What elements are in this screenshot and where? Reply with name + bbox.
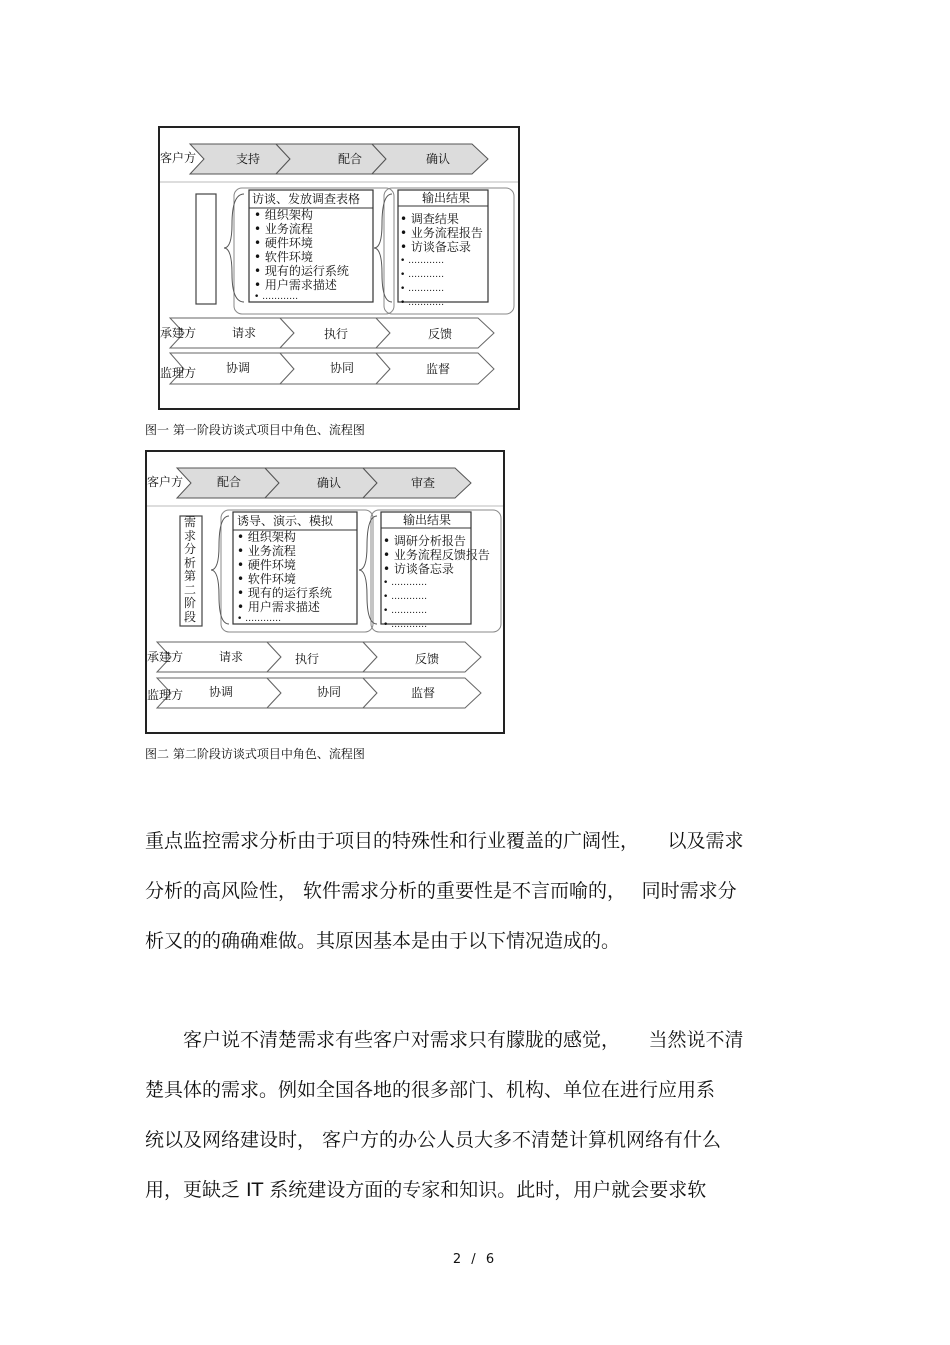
- step-customer-3: 确认: [426, 152, 451, 166]
- method-item: • 组织架构: [254, 208, 313, 222]
- row-label-contractor: 承建方: [147, 650, 184, 664]
- row-label-customer: 客户方: [160, 151, 197, 165]
- method-title: 访谈、发放调查表格: [252, 192, 361, 206]
- row-label-contractor: 承建方: [160, 326, 197, 340]
- output-item: • 访谈备忘录: [383, 562, 454, 576]
- page-number: 2 / 6: [452, 1252, 498, 1267]
- method-item: • 现有的运行系统: [237, 586, 332, 600]
- figure-1-caption: 图一 第一阶段访谈式项目中角色、流程图: [145, 423, 365, 437]
- method-item: • 业务流程: [254, 222, 313, 236]
- figure-1: [158, 126, 520, 410]
- method-item: • 软件环境: [254, 250, 313, 264]
- step-customer-2: 确认: [317, 476, 342, 490]
- paragraph-line: 重点监控需求分析由于项目的特殊性和行业覆盖的广阔性， 以及需求: [145, 830, 744, 852]
- output-item: • 业务流程反馈报告: [383, 548, 490, 562]
- method-item: • 用户需求描述: [254, 278, 337, 292]
- side-box-label: 需求分析第二阶段: [184, 515, 197, 624]
- output-item: • …………: [383, 578, 428, 588]
- output-item: • 业务流程报告: [400, 226, 483, 240]
- output-list: [383, 534, 490, 632]
- step-contractor-2: 执行: [295, 652, 320, 666]
- output-item: • 调研分析报告: [383, 534, 466, 548]
- method-title: 诱导、演示、模拟: [237, 514, 334, 528]
- paragraph-line: 楚具体的需求。例如全国各地的很多部门、机构、单位在进行应用系: [145, 1079, 716, 1101]
- row-label-supervisor: 监理方: [160, 366, 197, 380]
- paragraph-line: 客户说不清楚需求有些客户对需求只有朦胧的感觉， 当然说不清: [145, 1029, 744, 1051]
- paragraph-line: 统以及网络建设时， 客户方的办公人员大多不清楚计算机网络有什么: [145, 1129, 722, 1151]
- paragraph-line: 析又的的确确难做。其原因基本是由于以下情况造成的。: [145, 930, 621, 952]
- method-item: • 硬件环境: [254, 236, 313, 250]
- output-title: 输出结果: [422, 191, 471, 205]
- chevron: [267, 642, 377, 672]
- step-supervisor-1: 协调: [209, 685, 234, 699]
- step-supervisor-2: 协同: [330, 361, 355, 375]
- method-list: [237, 530, 332, 624]
- side-box: [196, 194, 216, 304]
- method-item: • …………: [254, 292, 299, 302]
- method-list: [254, 208, 349, 302]
- row-label-supervisor: 监理方: [147, 688, 184, 702]
- step-supervisor-2: 协同: [317, 685, 342, 699]
- step-supervisor-3: 监督: [411, 686, 436, 700]
- output-item: • 调查结果: [400, 212, 459, 226]
- method-item: • 业务流程: [237, 544, 296, 558]
- step-contractor-1: 请求: [219, 650, 244, 664]
- output-item: • …………: [400, 270, 445, 280]
- method-item: • 组织架构: [237, 530, 296, 544]
- method-item: • …………: [237, 614, 282, 624]
- method-item: • 现有的运行系统: [254, 264, 349, 278]
- step-customer-2: 配合: [338, 152, 363, 166]
- figure-2: [145, 450, 505, 734]
- step-contractor-3: 反馈: [415, 652, 440, 666]
- step-supervisor-3: 监督: [426, 362, 451, 376]
- method-item: • 软件环境: [237, 572, 296, 586]
- output-list: [400, 212, 483, 310]
- figure-2-caption: 图二 第二阶段访谈式项目中角色、流程图: [145, 747, 365, 761]
- method-item: • 硬件环境: [237, 558, 296, 572]
- step-contractor-3: 反馈: [428, 327, 453, 341]
- paragraph-1: [145, 816, 805, 966]
- paragraph-line: 用，更缺乏 IT 系统建设方面的专家和知识。此时，用户就会要求软: [145, 1179, 707, 1201]
- step-contractor-2: 执行: [324, 327, 349, 341]
- step-supervisor-1: 协调: [226, 361, 251, 375]
- output-item: • …………: [383, 606, 428, 616]
- output-item: • 访谈备忘录: [400, 240, 471, 254]
- paragraph-2: [145, 1015, 805, 1215]
- chevron: [276, 144, 386, 174]
- step-contractor-1: 请求: [232, 326, 257, 340]
- step-customer-1: 支持: [236, 152, 261, 166]
- step-customer-1: 配合: [217, 475, 242, 489]
- step-customer-3: 审查: [411, 476, 436, 490]
- output-title: 输出结果: [403, 513, 452, 527]
- output-item: • …………: [400, 256, 445, 266]
- output-item: • …………: [383, 592, 428, 602]
- output-item: • …………: [383, 620, 428, 630]
- row-label-customer: 客户方: [147, 475, 184, 489]
- output-item: • …………: [400, 284, 445, 294]
- method-item: • 用户需求描述: [237, 600, 320, 614]
- paragraph-line: 分析的高风险性， 软件需求分析的重要性是不言而喻的， 同时需求分: [145, 880, 737, 902]
- output-item: • …………: [400, 298, 445, 308]
